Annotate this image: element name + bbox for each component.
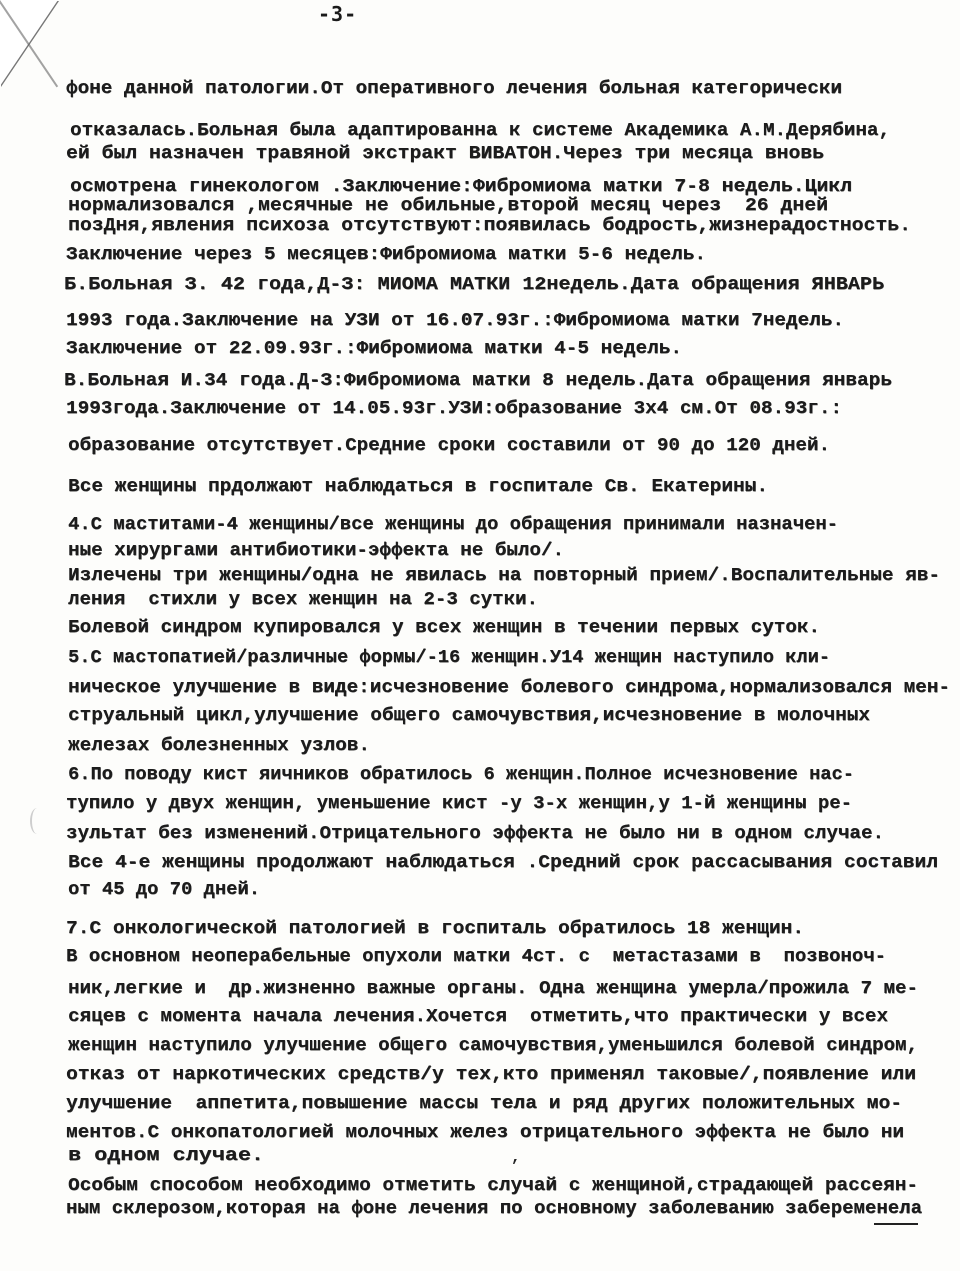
text-line: Болевой синдром купировался у всех женщин в течении первых суток. xyxy=(68,617,820,638)
text-line: 7.С онкологической патологией в госпиталь обратилось 18 женщин. xyxy=(66,918,804,939)
page-number: -3- xyxy=(318,2,358,26)
text-line: сяцев с момента начала лечения.Хочется отметить,что практически у всех xyxy=(68,1006,888,1027)
text-line: 6.По поводу кист яичников обратилось 6 женщин.Полное исчезновение нас- xyxy=(68,764,854,785)
text-line: нормализовался ,месячные не обильные,второй месяц через 26 дней xyxy=(68,195,828,216)
text-line: Заключение через 5 месяцев:Фибромиома матки 5-6 недель. xyxy=(66,244,706,265)
text-line: В основном неоперабельные опухоли матки 4ст. с метастазами в позвоноч- xyxy=(66,946,887,967)
text-line: В.Больная И.34 года.Д-З:Фибромиома матки 8 недель.Дата обращения январь xyxy=(64,370,892,391)
text-line: железах болезненных узлов. xyxy=(68,735,370,756)
text-line: ным склерозом,которая на фоне лечения по основному заболеванию забеременела xyxy=(66,1198,922,1219)
text-line: ническое улучшение в виде:исчезновение болевого синдрома,нормализовался мен- xyxy=(68,677,950,698)
text-line: отказалась.Больная была адаптированна к системе Академика А.М.Дерябина, xyxy=(70,120,890,141)
text-line: осмотрена гинекологом .Заключение:Фибромиома матки 7-8 недель.Цикл xyxy=(70,176,852,197)
text-line: ментов.С онкопатологией молочных желез отрицательного эффекта не было ни xyxy=(66,1122,904,1143)
text-line: 5.С мастопатией/различные формы/-16 женщин.У14 женщин наступило кли- xyxy=(68,647,830,668)
text-line: струальный цикл,улучшение общего самочувствия,исчезновение в молочных xyxy=(68,705,870,726)
text-line: женщин наступило улучшение общего самочувствия,уменьшился болевой синдром, xyxy=(68,1035,918,1056)
text-line: 1993года.Заключение от 14.05.93г.УЗИ:образование 3х4 см.От 08.93г.: xyxy=(66,398,842,419)
text-line: Б.Больная З. 42 года,Д-З: МИОМА МАТКИ 12недель.Дата обращения ЯНВАРЬ xyxy=(64,274,884,295)
stray-mark: , xyxy=(511,1148,521,1166)
text-line: тупило у двух женщин, уменьшение кист -у 3-х женщин,у 1-й женщины ре- xyxy=(66,793,853,814)
text-line: Излечены три женщины/одна не явилась на повторный прием/.Воспалительные яв- xyxy=(68,565,940,586)
text-line: улучшение аппетита,повышение массы тела и ряд других положительных мо- xyxy=(66,1093,902,1114)
text-line: фоне данной патологии.От оперативного лечения больная категорически xyxy=(66,78,842,99)
text-line: ник,легкие и др.жизненно важные органы. Одна женщина умерла/прожила 7 ме- xyxy=(68,978,918,999)
text-line: позДня,явления психоза отсутствуют:появилась бодрость,жизнерадостность. xyxy=(68,215,911,236)
text-line: зультат без изменений.Отрицательного эффекта не было ни в одном случае. xyxy=(66,823,884,844)
text-line: ления стихли у всех женщин на 2-3 сутки. xyxy=(68,589,538,610)
text-line: 1993 года.Заключение на УЗИ от 16.07.93г.:Фибромиома матки 7недель. xyxy=(66,310,844,331)
text-line: в одном случае. xyxy=(68,1145,264,1166)
text-line: образование отсутствует.Средние сроки составили от 90 до 120 дней. xyxy=(68,435,830,456)
text-line: 4.С маститами-4 женщины/все женщины до обращения принимали назначен- xyxy=(68,514,839,535)
text-line: Все женщины прдолжают наблюдаться в госпитале Св. Екатерины. xyxy=(68,476,768,497)
text-line: Особым способом необходимо отметить случай с женщиной,страдающей рассеян- xyxy=(68,1175,918,1196)
text-line: Заключение от 22.09.93г.:Фибромиома матки 4-5 недель. xyxy=(66,338,682,359)
text-line: ные хирургами антибиотики-эффекта не было/. xyxy=(68,540,564,561)
text-line: от 45 до 70 дней. xyxy=(68,879,260,900)
scan-mark xyxy=(30,808,44,834)
text-line: ей был назначен травяной экстракт ВИВАТОН.Через три месяца вновь xyxy=(66,143,824,164)
line-end-underline xyxy=(874,1223,918,1225)
text-line: Все 4-е женщины продолжают наблюдаться .Средний срок рассасывания составил xyxy=(68,852,938,873)
text-line: отказ от наркотических средств/у тех,кто применял таковые/,появление или xyxy=(66,1064,916,1085)
